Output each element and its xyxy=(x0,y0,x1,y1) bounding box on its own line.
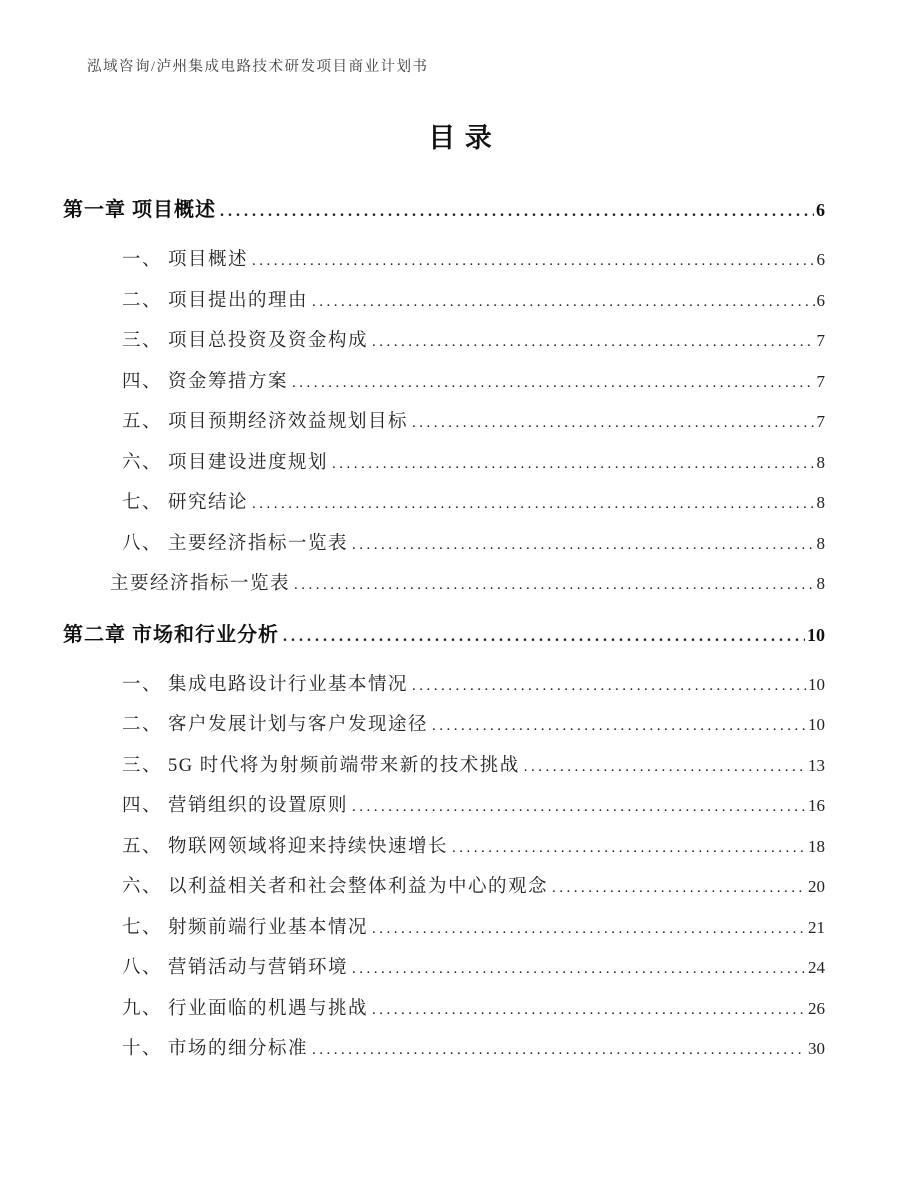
toc-entry[interactable] xyxy=(122,746,825,787)
toc-entry[interactable] xyxy=(122,948,825,989)
dot-leader xyxy=(220,180,814,242)
toc-entry-page: 10 xyxy=(808,674,825,694)
dot-leader xyxy=(352,948,806,990)
toc-entry-label: 研究结论 xyxy=(168,493,249,513)
dot-leader xyxy=(283,605,805,667)
toc-entry-page: 21 xyxy=(808,917,825,937)
toc-entry-page: 8 xyxy=(816,533,825,553)
toc-entry[interactable] xyxy=(122,240,825,281)
toc-entry-num: 七、 xyxy=(122,493,163,513)
dot-leader xyxy=(252,240,814,282)
toc-entry-page: 6 xyxy=(816,290,825,310)
toc-chapter-label: 第二章 市场和行业分析 xyxy=(63,623,279,646)
toc-entry-page: 20 xyxy=(808,877,825,896)
toc-entry-num: 四、 xyxy=(122,796,163,816)
toc-entry-num: 六、 xyxy=(122,452,163,473)
toc-entry-label: 市场的细分标准 xyxy=(168,1039,309,1059)
toc-entry[interactable] xyxy=(122,483,825,524)
toc-entry-label: 集成电路设计行业基本情况 xyxy=(168,674,409,695)
toc-entry-num: 一、 xyxy=(122,674,163,695)
toc-entry-label: 5G 时代将为射频前端带来新的技术挑战 xyxy=(168,755,520,776)
toc-entry-num: 一、 xyxy=(122,250,163,270)
toc-entry-label: 项目预期经济效益规划目标 xyxy=(168,412,409,432)
toc-entry-page: 13 xyxy=(808,755,825,775)
toc-entry-num: 八、 xyxy=(122,958,163,978)
toc-entry-label: 项目总投资及资金构成 xyxy=(168,331,369,351)
dot-leader xyxy=(292,362,814,404)
toc-entry[interactable] xyxy=(122,786,825,827)
dot-leader xyxy=(452,827,806,869)
toc-chapter xyxy=(63,605,825,1070)
toc-title: 目录 xyxy=(428,123,502,153)
toc-entry[interactable] xyxy=(122,827,825,868)
toc-entry-label: 行业面临的机遇与挑战 xyxy=(168,998,369,1019)
toc xyxy=(63,180,825,1070)
toc-entry-num: 四、 xyxy=(122,371,163,392)
toc-entry-num: 六、 xyxy=(122,877,163,897)
toc-entry-page: 8 xyxy=(816,574,825,593)
dot-leader xyxy=(372,908,806,950)
toc-entry-num: 三、 xyxy=(122,755,163,776)
toc-entry[interactable] xyxy=(122,443,825,484)
toc-entry-num: 二、 xyxy=(122,715,163,735)
toc-entry-num: 七、 xyxy=(122,917,163,938)
toc-entry-label: 项目建设进度规划 xyxy=(168,452,329,473)
toc-entry-page: 10 xyxy=(808,715,825,734)
toc-entry-page: 7 xyxy=(816,371,825,391)
dot-leader xyxy=(372,321,814,363)
toc-entry-page: 30 xyxy=(808,1039,825,1058)
dot-leader xyxy=(412,665,806,707)
toc-entry-page: 24 xyxy=(808,958,825,977)
toc-entry-num: 二、 xyxy=(122,290,163,311)
dot-leader xyxy=(294,564,814,606)
dot-leader xyxy=(312,281,814,323)
toc-entry-label: 项目概述 xyxy=(168,250,249,270)
toc-entry-page: 16 xyxy=(808,796,825,815)
toc-chapter-label: 第一章 项目概述 xyxy=(63,199,216,221)
toc-entry-num: 八、 xyxy=(122,533,163,554)
toc-entry-num: 三、 xyxy=(122,331,163,351)
toc-entry[interactable] xyxy=(122,705,825,746)
toc-items xyxy=(63,240,825,605)
toc-entry-page: 8 xyxy=(816,493,825,512)
dot-leader xyxy=(312,1029,806,1071)
toc-entry[interactable] xyxy=(122,908,825,949)
dot-leader xyxy=(524,746,806,788)
toc-entry-label: 客户发展计划与客户发现途径 xyxy=(168,715,429,735)
toc-entry[interactable] xyxy=(110,564,825,605)
toc-entry-page: 6 xyxy=(816,250,825,269)
toc-entry-num: 十、 xyxy=(122,1039,163,1059)
toc-entry[interactable] xyxy=(122,665,825,706)
dot-leader xyxy=(332,443,814,485)
toc-entry-page: 8 xyxy=(816,452,825,472)
toc-entry[interactable] xyxy=(122,321,825,362)
toc-entry[interactable] xyxy=(122,989,825,1030)
toc-entry-num: 五、 xyxy=(122,412,163,432)
toc-entry-num: 九、 xyxy=(122,998,163,1019)
toc-chapter-row[interactable] xyxy=(63,605,825,665)
dot-leader xyxy=(552,867,806,909)
toc-entry[interactable] xyxy=(122,362,825,403)
toc-entry-label: 资金筹措方案 xyxy=(168,371,289,392)
toc-chapter xyxy=(63,180,825,605)
toc-entry-label: 射频前端行业基本情况 xyxy=(168,917,369,938)
toc-entry-label: 主要经济指标一览表 xyxy=(168,533,349,554)
toc-entry[interactable] xyxy=(122,402,825,443)
dot-leader xyxy=(352,786,806,828)
toc-entry-page: 7 xyxy=(816,331,825,350)
document-header: 泓域咨询/泸州集成电路技术研发项目商业计划书 xyxy=(87,59,429,75)
toc-entry-label: 物联网领域将迎来持续快速增长 xyxy=(168,836,449,857)
toc-entry-page: 18 xyxy=(808,836,825,856)
toc-items xyxy=(63,665,825,1070)
toc-entry[interactable] xyxy=(122,1029,825,1070)
dot-leader xyxy=(432,705,806,747)
toc-entry-num: 五、 xyxy=(122,836,163,857)
dot-leader xyxy=(252,483,814,525)
toc-entry[interactable] xyxy=(122,281,825,322)
dot-leader xyxy=(412,402,814,444)
toc-entry-page: 7 xyxy=(816,412,825,431)
toc-entry-label: 项目提出的理由 xyxy=(168,290,309,311)
dot-leader xyxy=(372,989,806,1031)
toc-chapter-page: 10 xyxy=(807,624,825,645)
toc-entry-label: 主要经济指标一览表 xyxy=(110,574,291,594)
toc-entry-label: 营销组织的设置原则 xyxy=(168,796,349,816)
toc-entry[interactable] xyxy=(122,867,825,908)
dot-leader xyxy=(352,524,814,566)
toc-entry[interactable] xyxy=(122,524,825,565)
toc-entry-label: 营销活动与营销环境 xyxy=(168,958,349,978)
toc-chapter-page: 6 xyxy=(816,200,825,220)
toc-entry-label: 以利益相关者和社会整体利益为中心的观念 xyxy=(168,877,549,897)
toc-entry-page: 26 xyxy=(808,998,825,1018)
toc-chapter-row[interactable] xyxy=(63,180,825,240)
